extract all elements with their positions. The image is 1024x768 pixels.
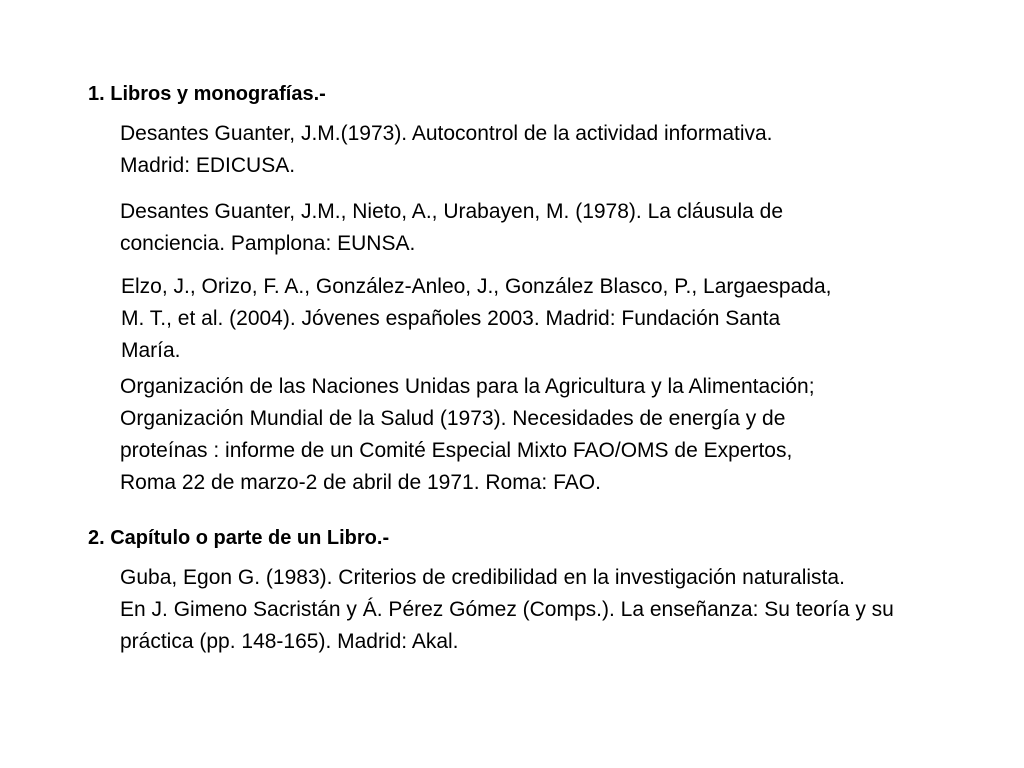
reference-line: Organización Mundial de la Salud (1973). Necesidades de energía y de [120, 407, 786, 430]
reference-entry [121, 271, 831, 367]
reference-line: Madrid: EDICUSA. [120, 154, 296, 177]
reference-line: Elzo, J., Orizo, F. A., González-Anleo, J., González Blasco, P., Largaespada, [121, 275, 832, 298]
reference-entry [120, 371, 815, 499]
reference-line: Desantes Guanter, J.M., Nieto, A., Urabayen, M. (1978). La cláusula de [120, 200, 784, 223]
reference-line: proteínas : informe de un Comité Especial Mixto FAO/OMS de Expertos, [120, 439, 793, 462]
section-heading-capitulo: 2. Capítulo o parte de un Libro.- [88, 527, 390, 549]
reference-entry [120, 562, 894, 658]
reference-entry [120, 196, 783, 260]
reference-line: Roma 22 de marzo-2 de abril de 1971. Roma: FAO. [120, 471, 601, 494]
section-heading-libros: 1. Libros y monografías.- [88, 83, 326, 105]
reference-line: práctica (pp. 148-165). Madrid: Akal. [120, 630, 459, 653]
reference-entry [120, 118, 773, 182]
reference-line: María. [121, 339, 181, 362]
reference-line: Organización de las Naciones Unidas para la Agricultura y la Alimentación; [120, 375, 815, 398]
reference-line: Desantes Guanter, J.M.(1973). Autocontrol de la actividad informativa. [120, 122, 773, 145]
reference-line: En J. Gimeno Sacristán y Á. Pérez Gómez (Comps.). La enseñanza: Su teoría y su [120, 598, 894, 621]
reference-line: Guba, Egon G. (1983). Criterios de credibilidad en la investigación naturalista. [120, 566, 845, 589]
reference-line: M. T., et al. (2004). Jóvenes españoles 2003. Madrid: Fundación Santa [121, 307, 781, 330]
reference-line: conciencia. Pamplona: EUNSA. [120, 232, 416, 255]
